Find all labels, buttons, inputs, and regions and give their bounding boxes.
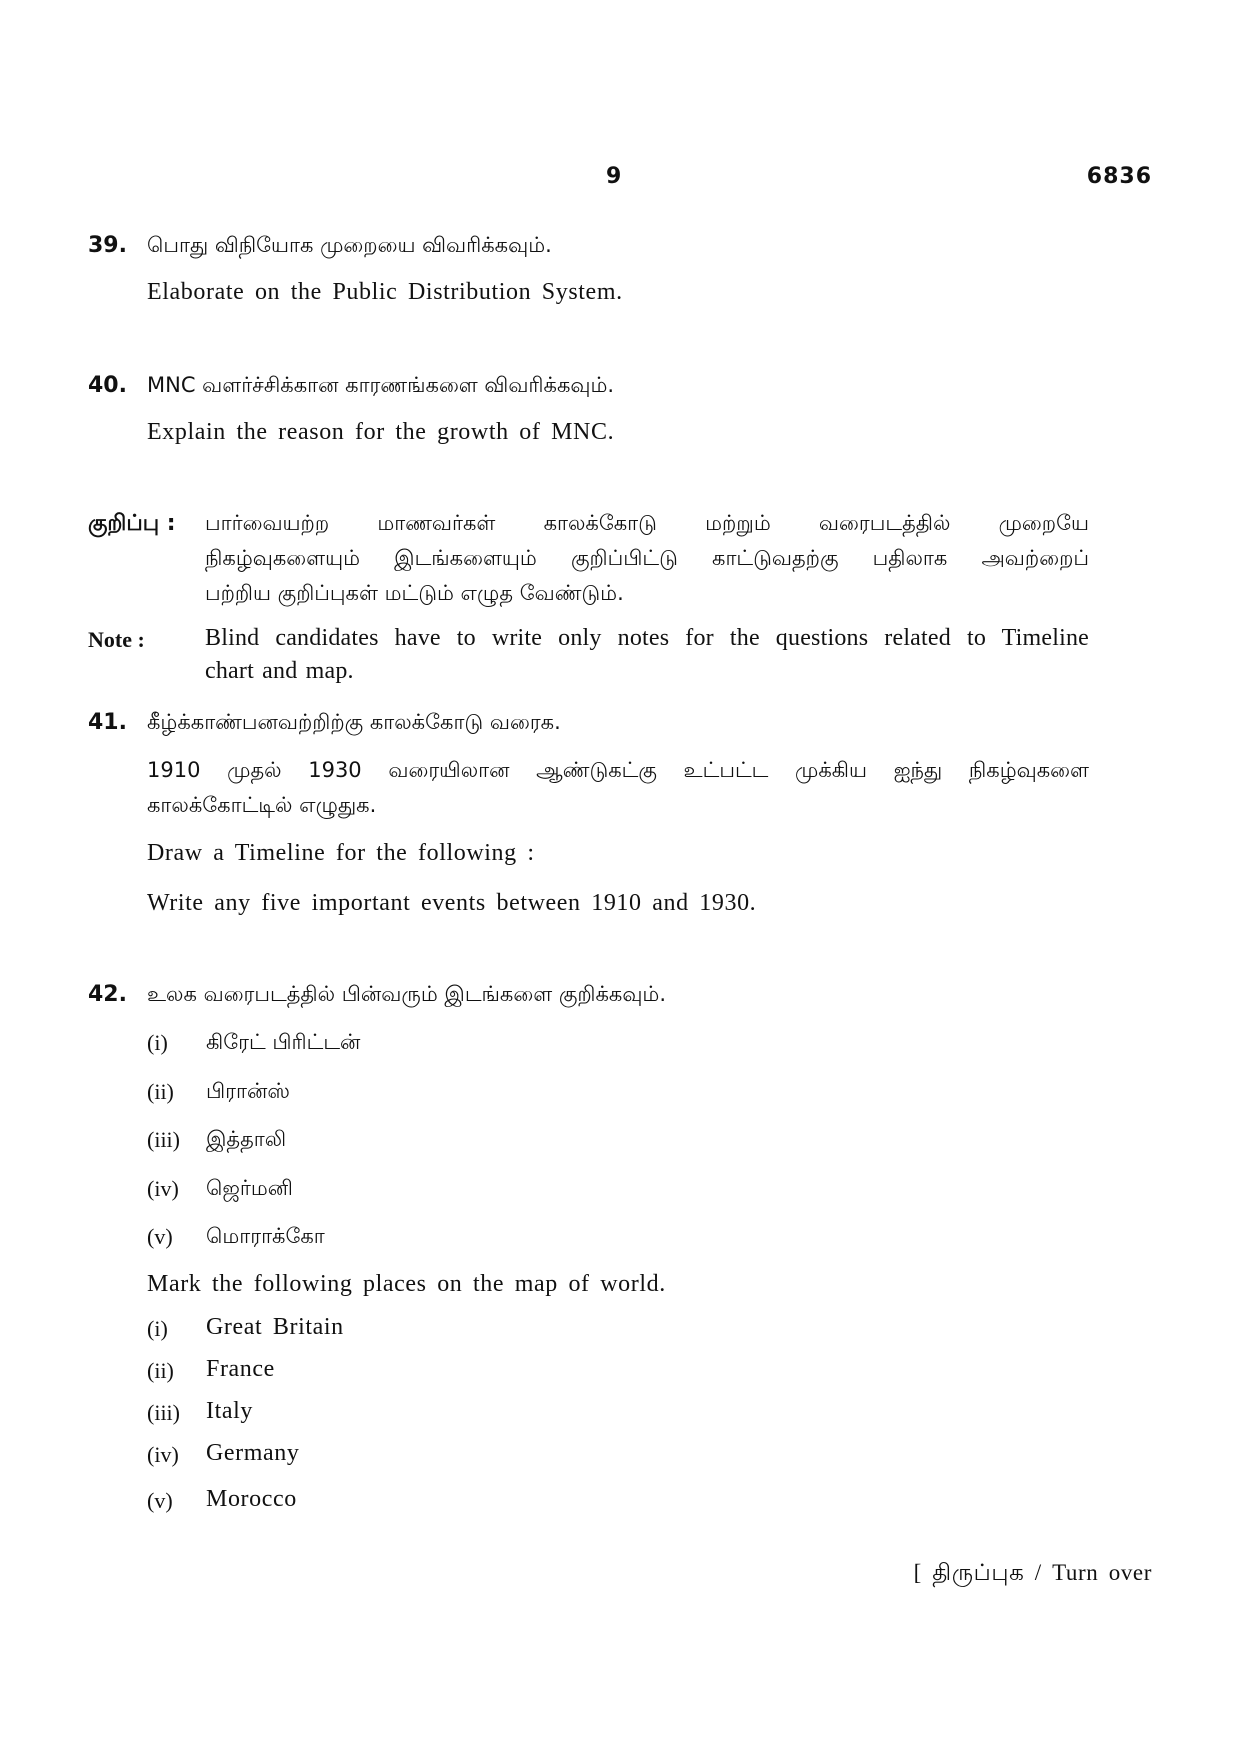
- turn-over: [ திருப்புக / Turn over: [913, 1560, 1152, 1585]
- note-line-english: Blind candidates have to write only notes for the questions related to Timeline: [205, 625, 1089, 651]
- paper-code: 6836: [1086, 164, 1152, 189]
- list-item-text: பிரான்ஸ்: [206, 1079, 290, 1103]
- list-item-text: Italy: [206, 1398, 253, 1424]
- list-item-number: (iv): [147, 1176, 179, 1201]
- question-english: Draw a Timeline for the following :: [147, 840, 535, 866]
- page-number: 9: [606, 164, 622, 189]
- question-tamil-line: காலக்கோட்டில் எழுதுக.: [147, 793, 377, 817]
- question-english: Elaborate on the Public Distribution System.: [147, 279, 623, 305]
- question-tamil: பொது விநியோக முறையை விவரிக்கவும்.: [147, 233, 552, 257]
- list-item-text: ஜெர்மனி: [206, 1176, 293, 1200]
- question-english: Explain the reason for the growth of MNC.: [147, 419, 615, 445]
- list-item-text: மொராக்கோ: [206, 1224, 325, 1248]
- note-label-tamil: குறிப்பு :: [88, 511, 176, 536]
- note-line-tamil: நிகழ்வுகளையும் இடங்களையும் குறிப்பிட்டு காட்டுவதற்கு பதிலாக அவற்றைப்: [205, 546, 1089, 570]
- question-tamil: உலக வரைபடத்தில் பின்வரும் இடங்களை குறிக்கவும்.: [147, 982, 667, 1006]
- list-item-number: (ii): [147, 1358, 174, 1383]
- question-number: 40.: [88, 373, 127, 398]
- list-item-number: (iii): [147, 1127, 180, 1152]
- list-item-text: இத்தாலி: [206, 1127, 287, 1151]
- list-item-number: (iv): [147, 1442, 179, 1467]
- list-item-number: (v): [147, 1488, 173, 1513]
- list-item-number: (i): [147, 1316, 168, 1341]
- list-item-number: (ii): [147, 1079, 174, 1104]
- list-item-text: Great Britain: [206, 1314, 344, 1340]
- list-item-number: (i): [147, 1030, 168, 1055]
- list-item-text: கிரேட் பிரிட்டன்: [206, 1030, 361, 1054]
- question-english: Mark the following places on the map of world.: [147, 1271, 666, 1297]
- list-item-text: Germany: [206, 1440, 300, 1466]
- question-number: 41.: [88, 710, 127, 735]
- note-line-tamil: பார்வையற்ற மாணவர்கள் காலக்கோடு மற்றும் வரைபடத்தில் முறையே: [205, 511, 1089, 535]
- note-line-english: chart and map.: [205, 658, 354, 684]
- question-tamil: MNC வளர்ச்சிக்கான காரணங்களை விவரிக்கவும்.: [147, 373, 615, 397]
- question-english: Write any five important events between 1910 and 1930.: [147, 890, 757, 916]
- question-number: 39.: [88, 233, 127, 258]
- question-tamil: கீழ்க்காண்பனவற்றிற்கு காலக்கோடு வரைக.: [147, 710, 561, 734]
- list-item-text: France: [206, 1356, 275, 1382]
- list-item-number: (v): [147, 1224, 173, 1249]
- note-label-english: Note :: [88, 627, 145, 652]
- list-item-number: (iii): [147, 1400, 180, 1425]
- note-line-tamil: பற்றிய குறிப்புகள் மட்டும் எழுத வேண்டும்.: [205, 581, 624, 605]
- list-item-text: Morocco: [206, 1486, 297, 1512]
- question-tamil-line: 1910 முதல் 1930 வரையிலான ஆண்டுகட்கு உட்பட்ட முக்கிய ஐந்து நிகழ்வுகளை: [147, 758, 1089, 782]
- question-number: 42.: [88, 982, 127, 1007]
